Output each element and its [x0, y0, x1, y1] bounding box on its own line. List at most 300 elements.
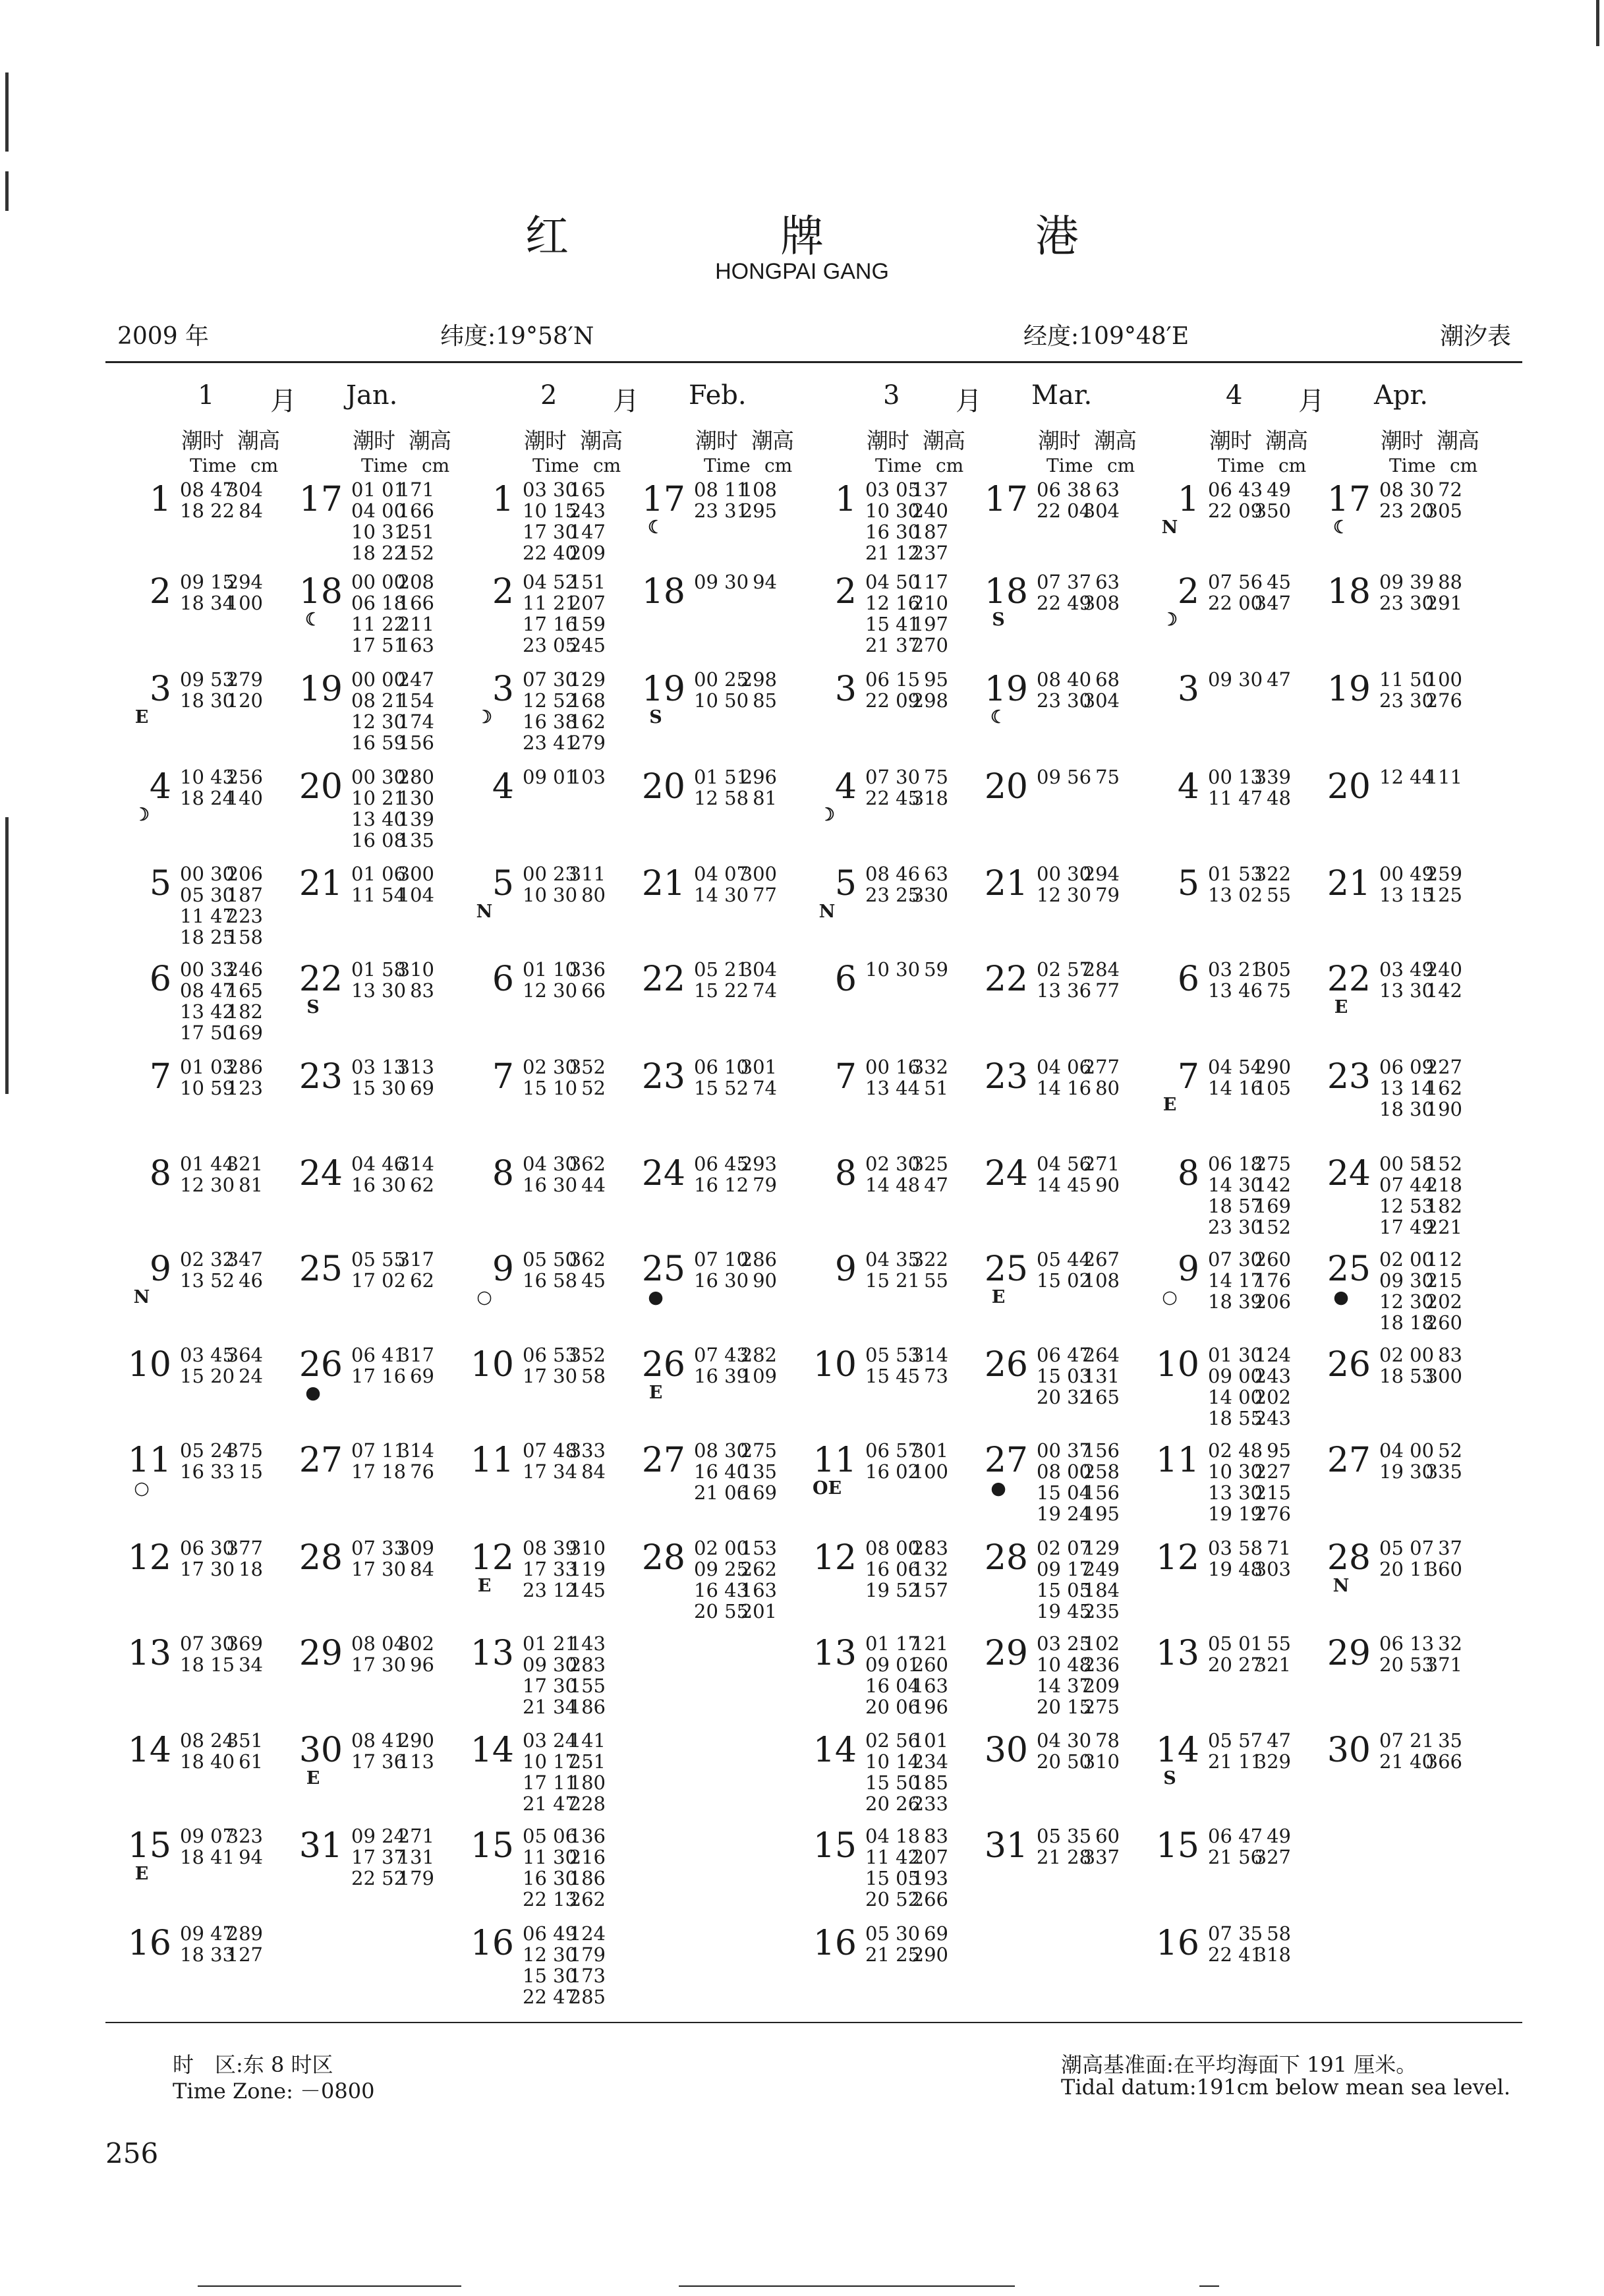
- timezone-cn: 时 区:东 8 时区: [173, 2052, 333, 2077]
- tide-times: 00 30 05 30 11 47 18 25: [180, 863, 235, 948]
- lunar-phase-marker: ☾: [1332, 517, 1350, 538]
- day-number: 3: [149, 670, 171, 709]
- day-number: 7: [1177, 1057, 1199, 1097]
- lunar-phase-marker: OE: [812, 1478, 842, 1499]
- day-number: 14: [470, 1731, 514, 1770]
- tide-times: 01 53 13 02: [1208, 863, 1263, 906]
- tide-heights: 63 304: [1083, 478, 1120, 522]
- tide-heights: 352 52: [569, 1056, 606, 1099]
- tide-heights: 71 303: [1254, 1537, 1291, 1580]
- tide-heights: 111: [1425, 766, 1462, 788]
- tide-heights: 289 127: [226, 1922, 263, 1966]
- day-number: 15: [1155, 1826, 1199, 1866]
- day-number: 4: [492, 767, 514, 807]
- tide-times: 07 10 16 30: [694, 1248, 749, 1292]
- tide-heights: 58 318: [1254, 1922, 1291, 1966]
- column-header-time: 潮时: [353, 428, 395, 453]
- tide-heights: 309 84: [397, 1537, 434, 1580]
- tide-times: 01 03 10 59: [180, 1056, 235, 1099]
- tide-times: 05 55 17 02: [351, 1248, 407, 1292]
- tide-heights: 294 100: [226, 571, 263, 614]
- day-number: 15: [127, 1826, 171, 1866]
- tide-heights: 369 34: [226, 1632, 263, 1676]
- tide-heights: 117 210 197 270: [911, 571, 948, 656]
- day-number: 12: [813, 1538, 857, 1578]
- tide-times: 07 30 14 17 18 39: [1208, 1248, 1263, 1313]
- column-unit-height: cm: [1107, 455, 1135, 476]
- lunar-phase-marker: S: [649, 707, 662, 728]
- timezone-en: Time Zone: －0800: [173, 2079, 375, 2104]
- column-unit-time: Time: [875, 455, 922, 476]
- column-header-time: 潮时: [1038, 428, 1080, 453]
- day-number: 29: [984, 1634, 1028, 1673]
- tide-heights: 129 249 184 235: [1083, 1537, 1120, 1622]
- day-number: 17: [1327, 480, 1371, 519]
- tide-heights: 37 360: [1425, 1537, 1462, 1580]
- day-number: 1: [492, 480, 514, 519]
- day-number: 14: [1155, 1731, 1199, 1770]
- day-number: 20: [984, 767, 1028, 807]
- tide-times: 04 07 14 30: [694, 863, 749, 906]
- tide-heights: 45 347: [1254, 571, 1291, 614]
- day-number: 16: [127, 1924, 171, 1963]
- lunar-phase-marker: ●: [1333, 1287, 1349, 1307]
- tide-times: 04 50 12 16 15 41 21 37: [865, 571, 921, 656]
- month-label-cn: 月: [956, 386, 982, 416]
- day-number: 28: [641, 1538, 685, 1578]
- tide-heights: 153 262 163 201: [740, 1537, 777, 1622]
- tide-times: 03 25 10 48 14 37 20 15: [1037, 1632, 1092, 1718]
- day-number: 16: [1155, 1924, 1199, 1963]
- tide-heights: 156 258 156 195: [1083, 1439, 1120, 1525]
- tide-times: 10 43 18 24: [180, 766, 235, 809]
- tide-times: 02 56 10 14 15 50 20 26: [865, 1729, 921, 1815]
- day-number: 23: [1327, 1057, 1371, 1097]
- tide-heights: 296 81: [740, 766, 777, 809]
- tide-heights: 314 62: [397, 1153, 434, 1196]
- day-number: 9: [149, 1249, 171, 1289]
- month-number: 4: [1226, 380, 1243, 411]
- tide-heights: 75 318: [911, 766, 948, 809]
- day-number: 27: [1327, 1441, 1371, 1480]
- tide-times: 00 23 10 30: [523, 863, 578, 906]
- tide-times: 04 56 14 45: [1037, 1153, 1092, 1196]
- day-number: 29: [1327, 1634, 1371, 1673]
- tide-times: 02 07 09 17 15 05 19 45: [1037, 1537, 1092, 1622]
- column-unit-height: cm: [1450, 455, 1478, 476]
- tide-times: 09 01: [523, 766, 578, 788]
- lunar-phase-marker: ☾: [647, 517, 664, 538]
- day-number: 12: [470, 1538, 514, 1578]
- tide-heights: 52 335: [1425, 1439, 1462, 1483]
- column-header-height: 潮高: [237, 428, 279, 453]
- tide-times: 08 39 17 33 23 12: [523, 1537, 578, 1601]
- station-title-en: HONGPAI GANG: [715, 259, 889, 284]
- day-number: 2: [149, 572, 171, 612]
- column-header-height: 潮高: [751, 428, 793, 453]
- month-label-en: Jan.: [346, 380, 398, 411]
- day-number: 27: [641, 1441, 685, 1480]
- tide-times: 00 30 12 30: [1037, 863, 1092, 906]
- tide-times: 07 30 18 15: [180, 1632, 235, 1676]
- tide-times: 06 49 12 30 15 30 22 47: [523, 1922, 578, 2008]
- lunar-phase-marker: ☽: [476, 707, 493, 728]
- scan-mark: [5, 72, 9, 152]
- tide-times: 06 57 16 02: [865, 1439, 921, 1483]
- day-number: 17: [984, 480, 1028, 519]
- tide-times: 04 52 11 21 17 16 23 05: [523, 571, 578, 656]
- tide-times: 09 47 18 33: [180, 1922, 235, 1966]
- day-number: 25: [984, 1249, 1028, 1289]
- tide-times: 07 33 17 30: [351, 1537, 407, 1580]
- tide-times: 09 15 18 34: [180, 571, 235, 614]
- tide-heights: 264 131 165: [1083, 1344, 1120, 1408]
- tide-heights: 271 90: [1083, 1153, 1120, 1196]
- tide-heights: 311 80: [569, 863, 606, 906]
- tide-heights: 314 73: [911, 1344, 948, 1387]
- month-label-cn: 月: [613, 386, 639, 416]
- tide-heights: 165 243 147 209: [569, 478, 606, 564]
- tide-heights: 260 176 206: [1254, 1248, 1291, 1313]
- tide-times: 08 47 18 22: [180, 478, 235, 522]
- month-label-en: Mar.: [1031, 380, 1093, 411]
- tide-heights: 47 329: [1254, 1729, 1291, 1773]
- day-number: 10: [813, 1345, 857, 1385]
- tide-heights: 259 125: [1425, 863, 1462, 906]
- tide-times: 01 30 09 00 14 00 18 55: [1208, 1344, 1263, 1429]
- tide-heights: 112 215 202 260: [1425, 1248, 1462, 1334]
- tide-times: 05 44 15 02: [1037, 1248, 1092, 1292]
- tide-heights: 304 84: [226, 478, 263, 522]
- day-number: 10: [1155, 1345, 1199, 1385]
- tide-heights: 302 96: [397, 1632, 434, 1676]
- tide-heights: 69 290: [911, 1922, 948, 1966]
- station-title-cn: 红 牌 港: [525, 211, 1178, 262]
- column-unit-time: Time: [190, 455, 237, 476]
- tide-heights: 59: [924, 958, 948, 981]
- tide-times: 05 07 20 11: [1379, 1537, 1435, 1580]
- tide-times: 04 35 15 21: [865, 1248, 921, 1292]
- tide-times: 02 57 13 36: [1037, 958, 1092, 1002]
- column-unit-height: cm: [764, 455, 793, 476]
- tide-times: 06 45 16 12: [694, 1153, 749, 1196]
- tide-times: 02 32 13 52: [180, 1248, 235, 1292]
- lunar-phase-marker: ○: [476, 1287, 492, 1307]
- column-header-time: 潮时: [181, 428, 223, 453]
- tide-times: 03 13 15 30: [351, 1056, 407, 1099]
- lunar-phase-marker: S: [1163, 1768, 1176, 1789]
- tide-times: 06 43 22 09: [1208, 478, 1263, 522]
- tide-times: 07 35 22 41: [1208, 1922, 1263, 1966]
- day-number: 6: [1177, 960, 1199, 999]
- day-number: 22: [641, 960, 685, 999]
- tide-heights: 152 218 182 221: [1425, 1153, 1462, 1238]
- tide-heights: 275 135 169: [740, 1439, 777, 1504]
- tide-heights: 247 154 174 156: [397, 668, 434, 754]
- lunar-phase-marker: N: [476, 902, 493, 922]
- day-number: 10: [470, 1345, 514, 1385]
- tide-times: 08 04 17 30: [351, 1632, 407, 1676]
- tide-times: 06 10 15 52: [694, 1056, 749, 1099]
- day-number: 7: [834, 1057, 857, 1097]
- tide-times: 03 05 10 30 16 30 21 12: [865, 478, 921, 564]
- tide-times: 08 40 23 30: [1037, 668, 1092, 712]
- month-label-cn: 月: [270, 386, 297, 416]
- page-number: 256: [105, 2137, 159, 2169]
- day-number: 29: [299, 1634, 343, 1673]
- tide-times: 06 53 17 30: [523, 1344, 578, 1387]
- tide-times: 02 48 10 30 13 30 19 19: [1208, 1439, 1263, 1525]
- day-number: 4: [149, 767, 171, 807]
- tide-heights: 325 47: [911, 1153, 948, 1196]
- column-unit-height: cm: [422, 455, 450, 476]
- tide-heights: 83 300: [1425, 1344, 1462, 1387]
- tide-heights: 304 74: [740, 958, 777, 1002]
- tide-heights: 286 123: [226, 1056, 263, 1099]
- day-number: 7: [149, 1057, 171, 1097]
- tide-heights: 362 44: [569, 1153, 606, 1196]
- column-unit-time: Time: [532, 455, 579, 476]
- day-number: 4: [1177, 767, 1199, 807]
- tide-times: 03 45 15 20: [180, 1344, 235, 1387]
- table-type-label: 潮汐表: [1440, 323, 1512, 350]
- column-header-height: 潮高: [923, 428, 965, 453]
- tide-heights: 290 113: [397, 1729, 434, 1773]
- tide-heights: 100 276: [1425, 668, 1462, 712]
- day-number: 6: [834, 960, 857, 999]
- day-number: 5: [834, 864, 857, 904]
- tide-times: 00 00 08 21 12 30 16 59: [351, 668, 407, 754]
- tide-times: 07 37 22 49: [1037, 571, 1092, 614]
- lunar-phase-marker: ☽: [1161, 610, 1178, 630]
- day-number: 23: [641, 1057, 685, 1097]
- day-number: 30: [1327, 1731, 1371, 1770]
- day-number: 28: [299, 1538, 343, 1578]
- tide-heights: 49 327: [1254, 1825, 1291, 1868]
- tide-times: 03 49 13 30: [1379, 958, 1435, 1002]
- tide-times: 06 47 15 03 20 32: [1037, 1344, 1092, 1408]
- bottom-mark: [198, 2285, 461, 2287]
- day-number: 5: [492, 864, 514, 904]
- month-number: 3: [883, 380, 900, 411]
- day-number: 18: [299, 572, 343, 612]
- day-number: 18: [1327, 572, 1371, 612]
- day-number: 3: [492, 670, 514, 709]
- day-number: 21: [299, 864, 343, 904]
- tide-heights: 293 79: [740, 1153, 777, 1196]
- day-number: 21: [641, 864, 685, 904]
- header-rule: [105, 361, 1522, 363]
- day-number: 31: [984, 1826, 1028, 1866]
- day-number: 21: [984, 864, 1028, 904]
- column-header-height: 潮高: [1094, 428, 1136, 453]
- tide-times: 01 06 11 54: [351, 863, 407, 906]
- tide-times: 00 37 08 00 15 04 19 24: [1037, 1439, 1092, 1525]
- tide-times: 01 58 13 30: [351, 958, 407, 1002]
- day-number: 26: [641, 1345, 685, 1385]
- day-number: 18: [984, 572, 1028, 612]
- day-number: 30: [984, 1731, 1028, 1770]
- column-header-time: 潮时: [524, 428, 566, 453]
- lunar-phase-marker: N: [1161, 517, 1178, 538]
- scan-mark: [1596, 0, 1599, 46]
- tide-times: 01 17 09 01 16 04 20 06: [865, 1632, 921, 1718]
- day-number: 26: [984, 1345, 1028, 1385]
- tide-times: 09 07 18 41: [180, 1825, 235, 1868]
- day-number: 2: [834, 572, 857, 612]
- tide-times: 09 39 23 30: [1379, 571, 1435, 614]
- day-number: 13: [813, 1634, 857, 1673]
- tide-times: 04 18 11 42 15 05 20 52: [865, 1825, 921, 1910]
- day-number: 2: [1177, 572, 1199, 612]
- tide-times: 03 30 10 15 17 30 22 40: [523, 478, 578, 564]
- lunar-phase-marker: ●: [990, 1478, 1006, 1499]
- day-number: 8: [149, 1154, 171, 1193]
- day-number: 26: [1327, 1345, 1371, 1385]
- tide-heights: 322 55: [1254, 863, 1291, 906]
- column-unit-height: cm: [593, 455, 621, 476]
- tide-times: 09 53 18 30: [180, 668, 235, 712]
- column-header-height: 潮高: [1265, 428, 1307, 453]
- day-number: 14: [813, 1731, 857, 1770]
- day-number: 19: [641, 670, 685, 709]
- tide-heights: 101 234 185 233: [911, 1729, 948, 1815]
- tide-heights: 240 142: [1425, 958, 1462, 1002]
- day-number: 21: [1327, 864, 1371, 904]
- longitude-label: 经度:109°48′E: [1023, 323, 1189, 350]
- lunar-phase-marker: ☾: [990, 707, 1007, 728]
- tide-heights: 322 55: [911, 1248, 948, 1292]
- tide-heights: 313 69: [397, 1056, 434, 1099]
- day-number: 19: [299, 670, 343, 709]
- column-unit-time: Time: [361, 455, 408, 476]
- lunar-phase-marker: E: [991, 1287, 1006, 1307]
- day-number: 24: [984, 1154, 1028, 1193]
- tide-heights: 143 283 155 186: [569, 1632, 606, 1718]
- tide-times: 02 30 14 48: [865, 1153, 921, 1196]
- tide-times: 08 00 16 06 19 52: [865, 1537, 921, 1601]
- tide-heights: 364 24: [226, 1344, 263, 1387]
- tide-times: 05 57 21 11: [1208, 1729, 1263, 1773]
- tide-heights: 108 295: [740, 478, 777, 522]
- day-number: 22: [1327, 960, 1371, 999]
- column-unit-height: cm: [936, 455, 964, 476]
- tide-heights: 256 140: [226, 766, 263, 809]
- tide-heights: 280 130 139 135: [397, 766, 434, 851]
- tide-heights: 95 227 215 276: [1254, 1439, 1291, 1525]
- footer-rule: [105, 2022, 1522, 2023]
- tide-heights: 301 100: [911, 1439, 948, 1483]
- column-unit-height: cm: [250, 455, 279, 476]
- tide-times: 09 30: [1208, 668, 1263, 691]
- tide-heights: 208 166 211 163: [397, 571, 434, 656]
- day-number: 2: [492, 572, 514, 612]
- tide-times: 00 30 10 21 13 40 16 08: [351, 766, 407, 851]
- column-header-time: 潮时: [695, 428, 737, 453]
- scan-mark: [5, 817, 9, 1094]
- tide-heights: 277 80: [1083, 1056, 1120, 1099]
- tide-heights: 351 61: [226, 1729, 263, 1773]
- tide-times: 12 44: [1379, 766, 1435, 788]
- bottom-mark: [1199, 2285, 1219, 2287]
- day-number: 11: [127, 1441, 171, 1480]
- tide-heights: 94: [753, 571, 777, 593]
- lunar-phase-marker: ☽: [818, 805, 836, 825]
- tide-times: 02 00 09 25 16 43 20 55: [694, 1537, 749, 1622]
- day-number: 20: [641, 767, 685, 807]
- tide-heights: 332 51: [911, 1056, 948, 1099]
- tide-heights: 63 308: [1083, 571, 1120, 614]
- lunar-phase-marker: ☽: [133, 805, 150, 825]
- tide-heights: 206 187 223 158: [226, 863, 263, 948]
- month-number: 1: [198, 380, 215, 411]
- tide-heights: 246 165 182 169: [226, 958, 263, 1044]
- month-label-en: Apr.: [1374, 380, 1428, 411]
- bottom-mark: [679, 2285, 1015, 2287]
- day-number: 20: [1327, 767, 1371, 807]
- month-label-cn: 月: [1298, 386, 1325, 416]
- column-unit-height: cm: [1278, 455, 1307, 476]
- day-number: 4: [834, 767, 857, 807]
- day-number: 9: [1177, 1249, 1199, 1289]
- tide-times: 05 30 21 25: [865, 1922, 921, 1966]
- datum-cn: 潮高基准面:在平均海面下 191 厘米。: [1061, 2052, 1418, 2077]
- lunar-phase-marker: ☾: [304, 610, 322, 630]
- column-header-height: 潮高: [409, 428, 451, 453]
- day-number: 1: [1177, 480, 1199, 519]
- tide-times: 00 49 13 15: [1379, 863, 1435, 906]
- tide-heights: 375 15: [226, 1439, 263, 1483]
- tide-times: 00 13 11 47: [1208, 766, 1263, 809]
- day-number: 12: [1155, 1538, 1199, 1578]
- day-number: 8: [1177, 1154, 1199, 1193]
- day-number: 14: [127, 1731, 171, 1770]
- tide-times: 08 24 18 40: [180, 1729, 235, 1773]
- tide-times: 05 01 20 27: [1208, 1632, 1263, 1676]
- tide-heights: 283 132 157: [911, 1537, 948, 1601]
- tide-heights: 282 109: [740, 1344, 777, 1387]
- column-header-time: 潮时: [1209, 428, 1251, 453]
- day-number: 27: [984, 1441, 1028, 1480]
- lunar-phase-marker: E: [134, 707, 149, 728]
- tide-times: 07 48 17 34: [523, 1439, 578, 1483]
- day-number: 8: [834, 1154, 857, 1193]
- tide-times: 03 24 10 17 17 11 21 47: [523, 1729, 578, 1815]
- tide-times: 08 11 23 31: [694, 478, 749, 522]
- tide-times: 03 58 19 48: [1208, 1537, 1263, 1580]
- tide-times: 06 18 14 30 18 57 23 30: [1208, 1153, 1263, 1238]
- day-number: 23: [984, 1057, 1028, 1097]
- tide-heights: 55 321: [1254, 1632, 1291, 1676]
- tide-times: 05 50 16 58: [523, 1248, 578, 1292]
- tide-times: 09 56: [1037, 766, 1092, 788]
- tide-heights: 60 337: [1083, 1825, 1120, 1868]
- day-number: 30: [299, 1731, 343, 1770]
- day-number: 17: [641, 480, 685, 519]
- tide-times: 04 00 19 30: [1379, 1439, 1435, 1483]
- tide-times: 07 11 17 18: [351, 1439, 407, 1483]
- day-number: 22: [984, 960, 1028, 999]
- day-number: 3: [834, 670, 857, 709]
- lunar-phase-marker: S: [306, 997, 320, 1018]
- day-number: 1: [149, 480, 171, 519]
- day-number: 12: [127, 1538, 171, 1578]
- tide-heights: 377 18: [226, 1537, 263, 1580]
- tide-times: 06 15 22 09: [865, 668, 921, 712]
- tide-times: 11 50 23 30: [1379, 668, 1435, 712]
- lunar-phase-marker: E: [134, 1864, 149, 1884]
- day-number: 9: [492, 1249, 514, 1289]
